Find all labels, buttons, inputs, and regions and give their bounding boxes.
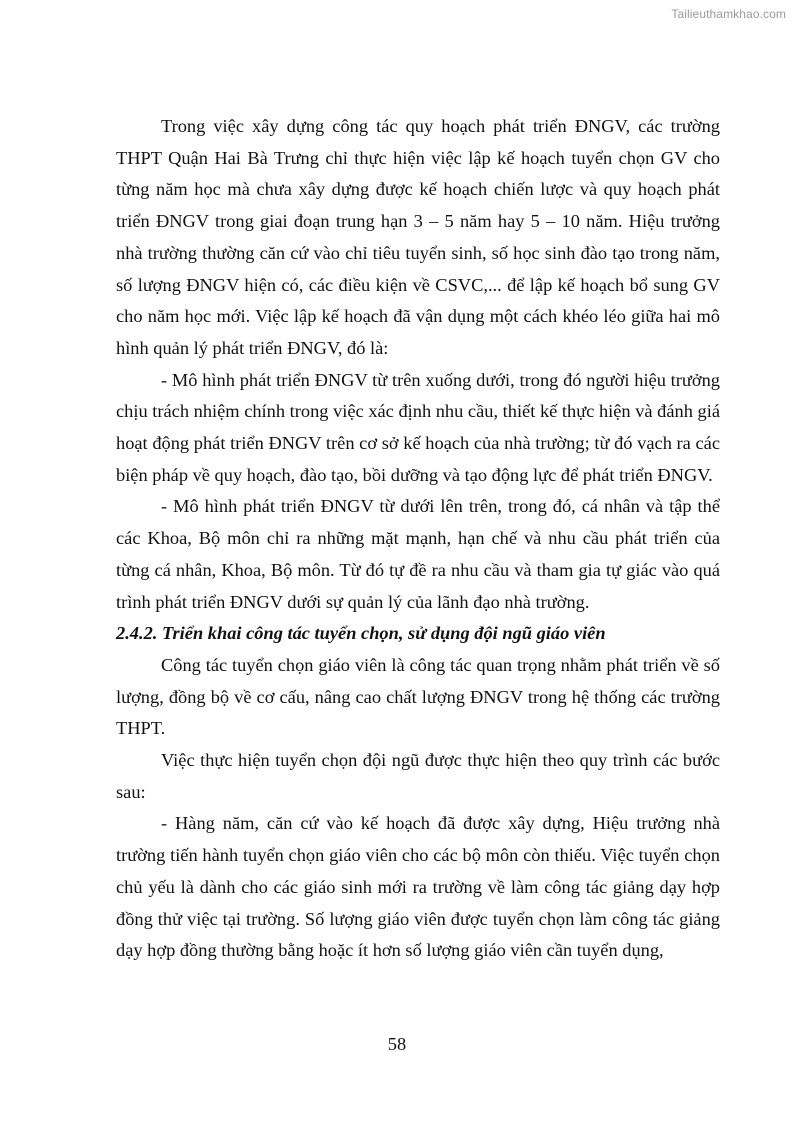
- document-body: [116, 111, 720, 967]
- paragraph-recruitment-importance: Công tác tuyển chọn giáo viên là công tác quan trọng nhằm phát triển về số lượng, đồng bộ về cơ cấu, nâng cao chất lượng ĐNGV trong hệ thống các trường THPT.: [116, 654, 720, 739]
- section-heading: 2.4.2. Triển khai công tác tuyển chọn, sử dụng đội ngũ giáo viên: [116, 623, 606, 644]
- paragraph-recruitment-process: Việc thực hiện tuyển chọn đội ngũ được thực hiện theo quy trình các bước sau:: [116, 750, 720, 802]
- paragraph-annual-recruitment: - Hàng năm, căn cứ vào kế hoạch đã được xây dựng, Hiệu trưởng nhà trường tiến hành tuyển chọn giáo viên cho các bộ môn còn thiếu. Việc tuyển chọn chủ yếu là dành cho các giáo sinh mới ra trường về làm công tác giảng dạy hợp đồng thử việc tại trường. Số lượng giáo viên được tuyển chọn làm công tác giảng dạy hợp đồng thường bằng hoặc ít hơn số lượng giáo viên cần tuyển dụng,: [116, 813, 720, 961]
- paragraph-top-down-model: - Mô hình phát triển ĐNGV từ trên xuống dưới, trong đó người hiệu trưởng chịu trách nhiệm chính trong việc xác định nhu cầu, thiết kế thực hiện và đánh giá hoạt động phát triển ĐNGV trên cơ sở kế hoạch của nhà trường; từ đó vạch ra các biện pháp về quy hoạch, đào tạo, bồi dưỡng và tạo động lực để phát triển ĐNGV.: [116, 369, 720, 485]
- paragraph-bottom-up-model: - Mô hình phát triển ĐNGV từ dưới lên trên, trong đó, cá nhân và tập thể các Khoa, Bộ môn chỉ ra những mặt mạnh, hạn chế và nhu cầu phát triển của từng cá nhân, Khoa, Bộ môn. Từ đó tự đề ra nhu cầu và tham gia tự giác vào quá trình phát triển ĐNGV dưới sự quản lý của lãnh đạo nhà trường.: [116, 496, 720, 612]
- page-number: 58: [387, 1034, 407, 1054]
- paragraph-planning-overview: Trong việc xây dựng công tác quy hoạch phát triển ĐNGV, các trường THPT Quận Hai Bà Trưng chỉ thực hiện việc lập kế hoạch tuyển chọn GV cho từng năm học mà chưa xây dựng được kế hoạch chiến lược và quy hoạch phát triển ĐNGV trong giai đoạn trung hạn 3 – 5 năm hay 5 – 10 năm. Hiệu trưởng nhà trường thường căn cứ vào chỉ tiêu tuyển sinh, số học sinh đào tạo trong năm, số lượng ĐNGV hiện có, các điều kiện về CSVC,... để lập kế hoạch bổ sung GV cho năm học mới. Việc lập kế hoạch đã vận dụng một cách khéo léo giữa hai mô hình quản lý phát triển ĐNGV, đó là:: [116, 116, 720, 358]
- watermark: Tailieuthamkhao.com: [671, 7, 786, 21]
